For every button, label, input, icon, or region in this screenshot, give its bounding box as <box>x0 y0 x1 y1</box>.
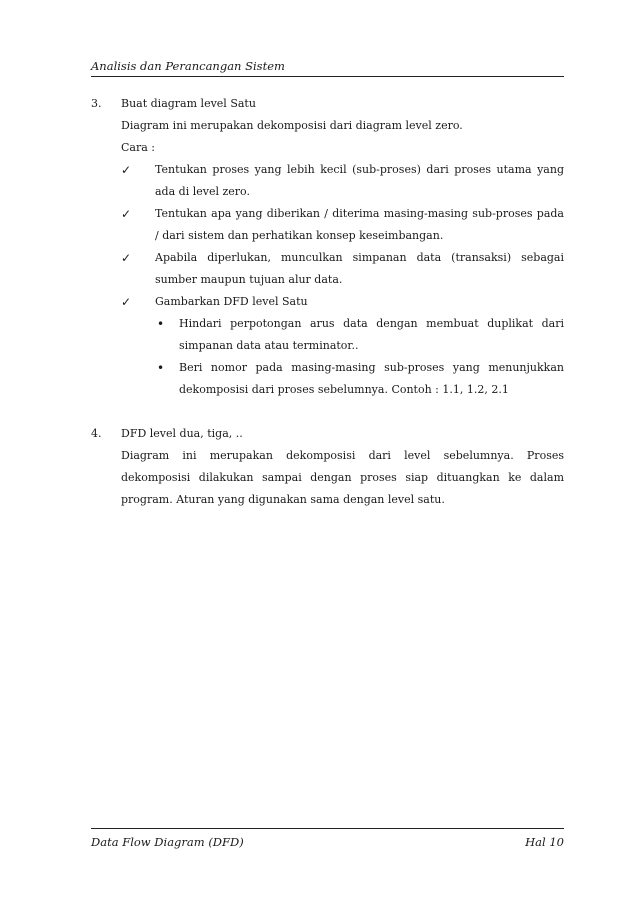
check-item-text: Apabila diperlukan, munculkan simpanan data (transaksi) sebagai sumber maupun tujuan alur data. <box>155 251 564 286</box>
section-4-heading: DFD level dua, tiga, .. <box>121 427 243 440</box>
bullet-item <box>121 357 564 401</box>
check-item <box>121 159 564 203</box>
footer-title: Data Flow Diagram (DFD) <box>91 835 244 849</box>
section-4-number: 4. <box>91 427 102 440</box>
check-item-text: Tentukan proses yang lebih kecil (sub-proses) dari proses utama yang ada di level zero. <box>155 163 564 198</box>
bullet-item <box>121 313 564 357</box>
section-3 <box>91 93 564 401</box>
check-item <box>121 247 564 291</box>
checkmark-icon: ✓ <box>121 207 132 221</box>
check-item <box>121 203 564 247</box>
bullet-item-text: Hindari perpotongan arus data dengan membuat duplikat dari simpanan data atau terminator.. <box>179 317 564 352</box>
check-item-text: Gambarkan DFD level Satu <box>155 295 308 308</box>
bullet-icon: • <box>157 317 165 331</box>
checkmark-icon: ✓ <box>121 163 132 177</box>
page-footer <box>91 828 564 850</box>
page-header <box>91 58 564 77</box>
page-content <box>91 93 564 511</box>
check-item <box>121 291 564 313</box>
header-title: Analisis dan Perancangan Sistem <box>91 59 285 73</box>
checkmark-icon: ✓ <box>121 295 132 309</box>
section-4 <box>91 423 564 511</box>
section-3-number: 3. <box>91 97 102 110</box>
page-number: Hal 10 <box>525 835 564 849</box>
section-4-body: Diagram ini merupakan dekomposisi dari level sebelumnya. Proses dekomposisi dilakukan sampai dengan proses siap dituangkan ke dalam program. Aturan yang digunakan sama dengan level satu. <box>121 449 564 506</box>
check-item-text: Tentukan apa yang diberikan / diterima masing-masing sub-proses pada / dari sistem dan perhatikan konsep keseimbangan. <box>155 207 564 242</box>
checkmark-icon: ✓ <box>121 251 132 265</box>
section-3-heading: Buat diagram level Satu <box>121 97 256 110</box>
bullet-icon: • <box>157 361 165 375</box>
section-3-description: Diagram ini merupakan dekomposisi dari diagram level zero. <box>121 119 463 132</box>
bullet-item-text: Beri nomor pada masing-masing sub-proses yang menunjukkan dekomposisi dari proses sebelumnya. Contoh : 1.1, 1.2, 2.1 <box>179 361 564 396</box>
cara-label: Cara : <box>121 141 155 154</box>
